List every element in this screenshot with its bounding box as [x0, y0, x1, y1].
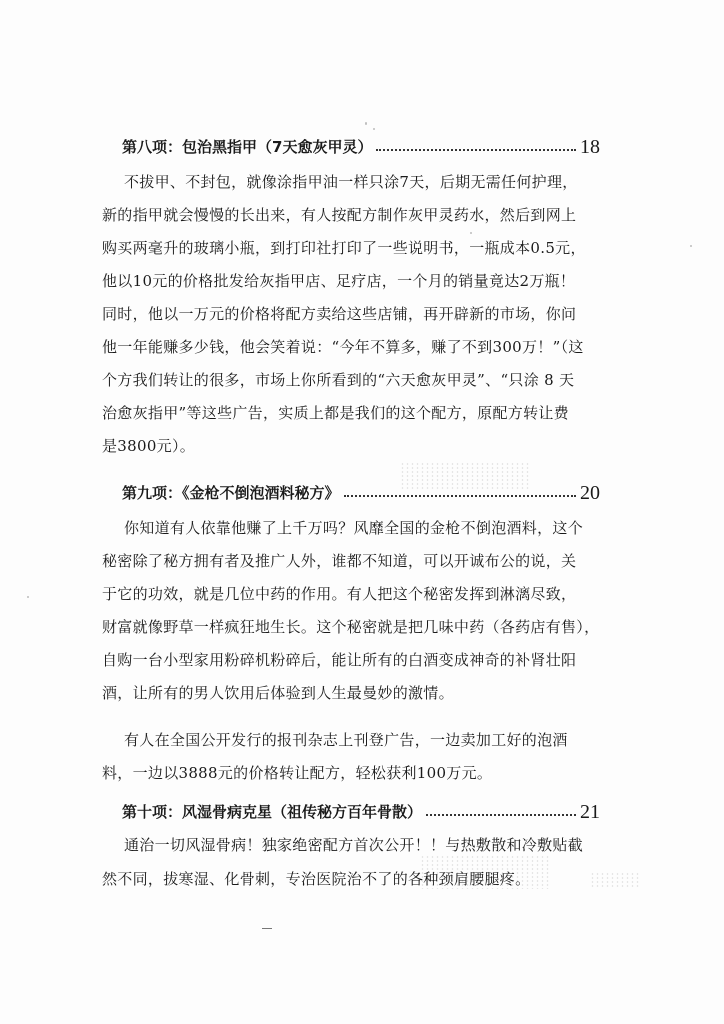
dot-leader	[344, 495, 576, 497]
section-heading	[122, 478, 600, 504]
text-line: 是3800元）。	[102, 437, 196, 455]
text-line: 秘密除了秘方拥有者及推广人外，谁都不知道，可以开诚布公的说，关	[102, 552, 577, 570]
section-heading	[122, 797, 600, 823]
text-line: 个方我们转让的很多，市场上你所看到的“六天愈灰甲灵”、“只涂 8 天	[102, 371, 575, 389]
text-line: 有人在全国公开发行的报刊杂志上刊登广告，一边卖加工好的泡酒	[124, 731, 568, 749]
section-title: 第八项：包治黑指甲（7天愈灰甲灵）	[122, 138, 373, 156]
text-line: 新的指甲就会慢慢的长出来，有人按配方制作灰甲灵药水，然后到网上	[102, 206, 577, 224]
section-heading	[122, 132, 600, 158]
section-title: 第九项：《金枪不倒泡酒料秘方》	[122, 484, 340, 502]
scan-speck	[27, 596, 29, 598]
page-number: 18	[580, 136, 600, 158]
page-number: 20	[580, 482, 600, 504]
scan-speck	[365, 122, 367, 125]
text-line: 自购一台小型家用粉碎机粉碎后，能让所有的白酒变成神奇的补肾壮阳	[102, 651, 577, 669]
text-line: 酒，让所有的男人饮用后体验到人生最曼妙的激情。	[102, 684, 454, 702]
text-line: 不拔甲、不封包，就像涂指甲油一样只涂7天，后期无需任何护理，	[124, 173, 578, 191]
text-line: 他以10元的价格批发给灰指甲店、足疗店，一个月的销量竟达2万瓶！	[102, 272, 576, 290]
dot-leader	[376, 149, 576, 151]
text-line: 然不同，拔寒湿、化骨刺，专治医院治不了的各种颈肩腰腿疼。	[102, 870, 531, 888]
text-line: 于它的功效，就是几位中药的作用。有人把这个秘密发挥到淋漓尽致，	[102, 585, 577, 603]
scan-speck	[470, 232, 472, 234]
text-line: 购买两毫升的玻璃小瓶，到打印社打印了一些说明书，一瓶成本0.5元，	[102, 239, 586, 257]
text-line: 财富就像野草一样疯狂地生长。这个秘密就是把几味中药（各药店有售），	[102, 618, 600, 636]
text-line: 你知道有人依靠他赚了上千万吗？风靡全国的金枪不倒泡酒料，这个	[124, 519, 584, 537]
text-line: 他一年能赚多少钱，他会笑着说：“今年不算多，赚了不到300万！”（这	[102, 338, 584, 356]
scan-speck	[690, 245, 692, 247]
page-number: 21	[580, 801, 600, 823]
text-line: 料，一边以3888元的价格转让配方，轻松获利100万元。	[102, 764, 493, 782]
dot-leader	[426, 814, 576, 816]
scan-speck	[373, 128, 375, 130]
text-line: 通治一切风湿骨病！独家绝密配方首次公开！！与热敷散和冷敷贴截	[124, 836, 584, 854]
text-line: 同时，他以一万元的价格将配方卖给这些店铺，再开辟新的市场，你问	[102, 305, 577, 323]
text-line: 治愈灰指甲”等这些广告，实质上都是我们的这个配方，原配方转让费	[102, 404, 569, 422]
section-title: 第十项：风湿骨病克星（祖传秘方百年骨散）	[122, 803, 423, 821]
scan-mark	[262, 928, 272, 929]
